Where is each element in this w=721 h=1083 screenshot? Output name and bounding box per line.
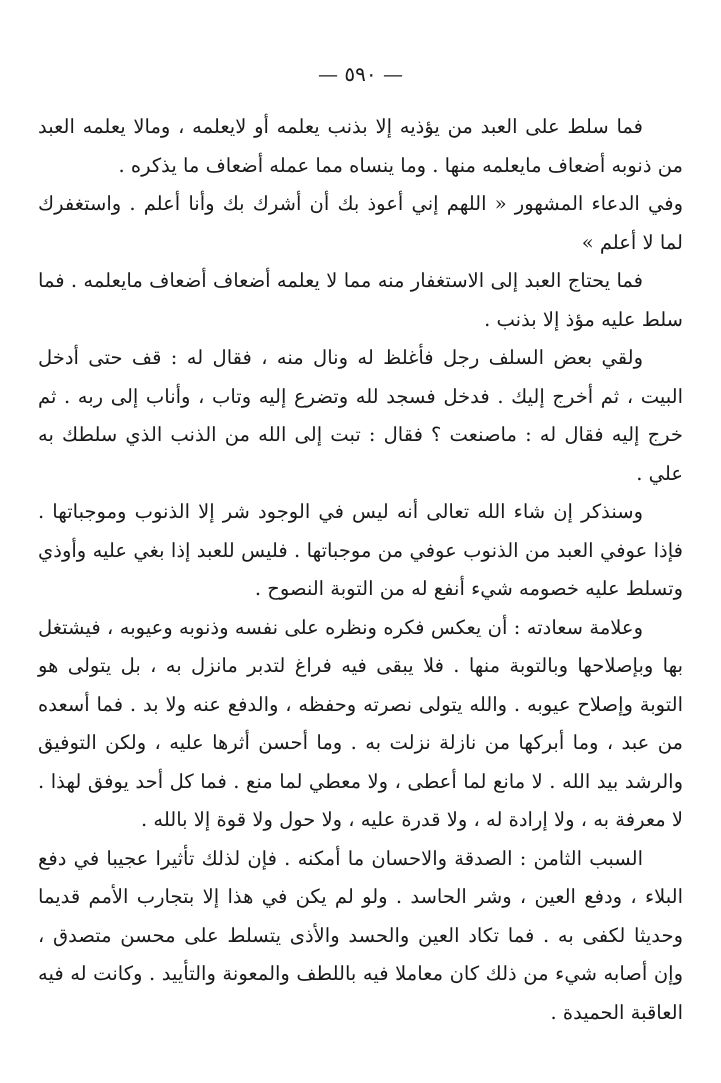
paragraph-2: وفي الدعاء المشهور « اللهم إني أعوذ بك أن أشرك بك وأنا أعلم . واستغفرك لما لا أعلم »	[38, 192, 683, 254]
paragraph-6: وعلامة سعادته : أن يعكس فكره ونظره على نفسه وذنوبه وعيوبه ، فيشتغل بها وبإصلاحها وبالتوبة منها . فلا يبقى فيه فراغ لتدبر مانزل به ، بل يتولى هو التوبة وإصلاح عيوبه . والله يتولى نصرته وحفظه ، والدفع عنه ولا بد . فما أسعده من عبد ، وما أبركها من نازلة نزلت به . وما أحسن أثرها عليه ، ولكن التوفيق والرشد بيد الله . لا مانع لما أعطى ، ولا معطي لما منع . فما كل أحد يوفق لهذا . لا معرفة به ، ولا إرادة له ، ولا قدرة عليه ، ولا حول ولا قوة إلا بالله .	[38, 615, 683, 831]
paragraph-7: السبب الثامن : الصدقة والاحسان ما أمكنه . فإن لذلك تأثيرا عجيبا في دفع البلاء ، ودفع العين ، وشر الحاسد . ولو لم يكن في هذا إلا بتجارب الأمم قديما وحديثا لكفى به . فما تكاد العين والحسد والأذى يتسلط على محسن متصدق ، وإن أصابه شيء من ذلك كان معاملا فيه باللطف والمعونة والتأييد . وكانت له فيه العاقبة الحميدة .	[38, 846, 683, 1024]
paragraph-1: فما سلط على العبد من يؤذيه إلا بذنب يعلمه أو لايعلمه ، ومالا يعلمه العبد من ذنوبه أضعاف مايعلمه منها . وما ينساه مما عمله أضعاف ما يذكره .	[38, 115, 683, 177]
paragraph-4: ولقي بعض السلف رجل فأغلظ له ونال منه ، فقال له : قف حتى أدخل البيت ، ثم أخرج إليك . فدخل فسجد لله وتضرع إليه وتاب ، وأناب إلى ربه . ثم خرج إليه فقال له : ماصنعت ؟ فقال : تبت إلى الله من الذنب الذي سلطك به علي .	[38, 346, 683, 485]
paragraph-3: فما يحتاج العبد إلى الاستغفار منه مما لا يعلمه أضعاف أضعاف مايعلمه . فما سلط عليه مؤذ إلا بذنب .	[38, 269, 683, 331]
paragraph-5: وسنذكر إن شاء الله تعالى أنه ليس في الوجود شر إلا الذنوب وموجباتها . فإذا عوفي العبد من الذنوب عوفي من موجباتها . فليس للعبد إذا بغي عليه وأوذي وتسلط عليه خصومه شيء أنفع له من التوبة النصوح .	[38, 500, 683, 600]
text-body	[38, 108, 683, 1032]
page-number: — ٥٩٠ —	[318, 62, 403, 86]
